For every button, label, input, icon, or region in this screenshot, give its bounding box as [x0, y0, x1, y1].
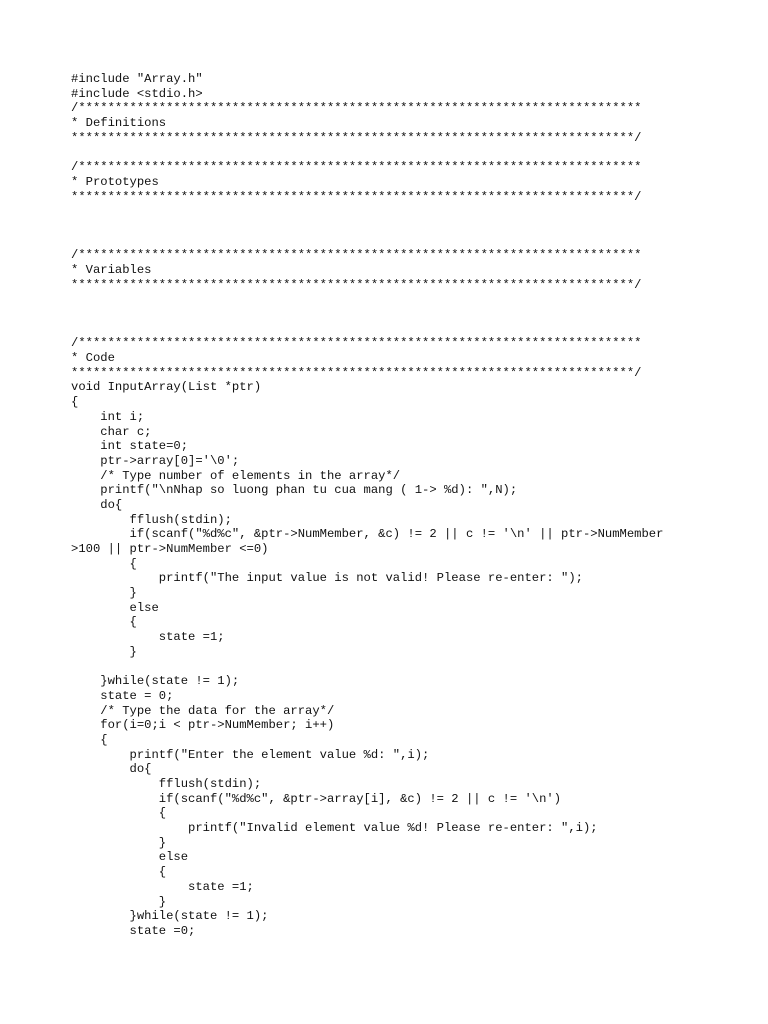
code-line: do{	[71, 497, 123, 512]
code-line	[71, 204, 751, 219]
code-line: state =1;	[71, 630, 225, 645]
code-line: ptr->array[0]='\0';	[71, 453, 240, 468]
code-line: * Prototypes	[71, 174, 159, 189]
code-line: else	[71, 850, 189, 865]
code-line: * Definitions	[71, 116, 167, 131]
code-line: /*****************************************************************************	[71, 160, 642, 175]
code-line	[71, 322, 751, 337]
code-line: printf("Enter the element value %d: ",i);	[71, 747, 430, 762]
source-code-block	[71, 72, 751, 939]
code-line: else	[71, 600, 159, 615]
code-line	[71, 219, 751, 234]
code-line: fflush(stdin);	[71, 512, 232, 527]
code-line	[71, 292, 751, 307]
code-line: {	[71, 732, 108, 747]
code-line: /* Type the data for the array*/	[71, 703, 335, 718]
code-line	[71, 145, 751, 160]
code-line: int i;	[71, 409, 145, 424]
code-line: /*****************************************************************************	[71, 336, 642, 351]
code-line: printf("The input value is not valid! Please re-enter: ");	[71, 571, 583, 586]
code-line: /* Type number of elements in the array*/	[71, 468, 401, 483]
code-line: printf("\nNhap so luong phan tu cua mang ( 1-> %d): ",N);	[71, 483, 518, 498]
code-line: for(i=0;i < ptr->NumMember; i++)	[71, 718, 335, 733]
code-line: }	[71, 644, 137, 659]
code-line: *****************************************************************************/	[71, 277, 642, 292]
code-line: }	[71, 894, 167, 909]
code-line: state =1;	[71, 879, 254, 894]
code-line: * Code	[71, 351, 115, 366]
code-line: {	[71, 865, 167, 880]
code-line	[71, 234, 751, 249]
code-line: state =0;	[71, 923, 196, 938]
code-line: {	[71, 556, 137, 571]
code-line: {	[71, 395, 79, 410]
code-line: }while(state != 1);	[71, 674, 240, 689]
code-line: if(scanf("%d%c", &ptr->array[i], &c) != 2 || c != '\n')	[71, 791, 562, 806]
code-line: do{	[71, 762, 152, 777]
code-line: * Variables	[71, 262, 152, 277]
code-line: >100 || ptr->NumMember <=0)	[71, 542, 269, 556]
code-line: {	[71, 615, 137, 630]
code-line	[71, 660, 751, 675]
code-line: #include <stdio.h>	[71, 86, 203, 101]
code-line: printf("Invalid element value %d! Please re-enter: ",i);	[71, 821, 598, 836]
code-line: *****************************************************************************/	[71, 130, 642, 145]
code-line: if(scanf("%d%c", &ptr->NumMember, &c) != 2 || c != '\n' || ptr->NumMember	[71, 527, 664, 542]
code-line: state = 0;	[71, 688, 174, 703]
code-line: }	[71, 835, 167, 850]
code-line: int state=0;	[71, 439, 189, 454]
code-line: }	[71, 586, 137, 601]
code-line: fflush(stdin);	[71, 777, 262, 791]
code-line: void InputArray(List *ptr)	[71, 380, 262, 395]
code-line: char c;	[71, 424, 152, 439]
code-line: *****************************************************************************/	[71, 189, 642, 204]
code-line: {	[71, 806, 167, 821]
code-line: #include "Array.h"	[71, 72, 203, 86]
code-line: *****************************************************************************/	[71, 365, 642, 380]
code-line	[71, 307, 751, 322]
code-line: /*****************************************************************************	[71, 248, 642, 263]
code-line: /*****************************************************************************	[71, 101, 642, 116]
code-line: }while(state != 1);	[71, 909, 269, 924]
